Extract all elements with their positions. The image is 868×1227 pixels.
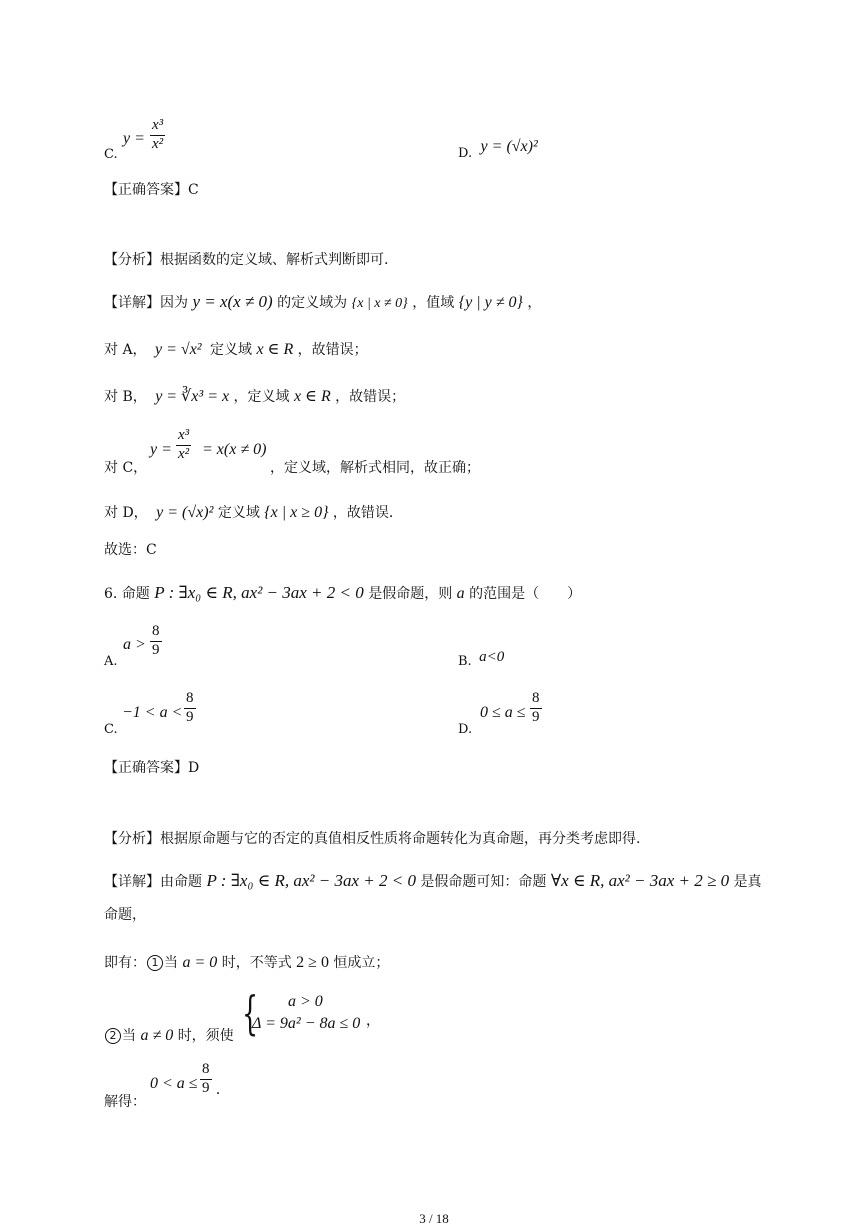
q6-detail-mid: 是假命题可知：命题 <box>420 874 547 890</box>
q5-check-c-numerator: x³ <box>176 428 191 446</box>
q5-detail-expr: y = x(x ≠ 0) <box>192 292 273 311</box>
q5-check-a-domain: x ∈ R <box>256 341 294 358</box>
q6-stem-end: 的范围是（ ） <box>469 586 582 602</box>
q5-option-c-denominator: x² <box>152 135 164 152</box>
q6-case1-text3: 恒成立； <box>333 955 390 971</box>
q6-answer: 【正确答案】D <box>104 760 200 776</box>
q6-option-a-denominator: 9 <box>152 641 160 658</box>
q6-option-b-label: B. <box>458 654 472 669</box>
q6-option-a-lhs: a > <box>123 636 146 653</box>
q6-detail-line2: 命题， <box>104 907 146 923</box>
q5-check-a-mid: 定义域 <box>210 342 253 358</box>
q6-option-c-numerator: 8 <box>184 691 196 709</box>
q6-case1-expr: a = 0 <box>182 954 218 971</box>
page-number: 3 / 18 <box>419 1211 449 1226</box>
q6-case1-text2: 时，不等式 <box>221 955 292 971</box>
q5-conclusion: 故选：C <box>104 542 157 558</box>
q6-case1 <box>104 955 389 971</box>
q5-detail-prefix: 【详解】因为 <box>104 295 188 311</box>
q5-check-d-expr: y = (√x)² <box>156 504 214 521</box>
q5-option-d-label: D. <box>458 146 473 161</box>
q6-stem-mid: 是假命题，则 <box>368 586 453 602</box>
circled-number-icon: 1 <box>147 955 163 971</box>
q5-detail-mid1: 的定义域为 <box>277 295 348 311</box>
q5-check-a-prefix: 对 A， <box>104 342 147 358</box>
left-brace-icon: { <box>242 986 259 1040</box>
q6-case1-ineq: 2 ≥ 0 <box>296 954 329 971</box>
circled-number-icon: 2 <box>105 1028 121 1044</box>
q5-check-d-prefix: 对 D， <box>104 505 148 521</box>
q5-check-a-expr: y = √x² <box>155 341 202 358</box>
q5-option-c-fraction <box>150 118 165 153</box>
q5-detail-set1: {x | x ≠ 0} <box>351 296 408 311</box>
q6-option-d-fraction <box>530 691 542 726</box>
q5-detail-mid2: ，值域 <box>412 295 455 311</box>
q6-solve-lhs: 0 < a ≤ <box>150 1075 198 1092</box>
q5-check-d <box>104 505 393 521</box>
q5-check-a <box>104 342 368 358</box>
q5-option-c-numerator: x³ <box>150 118 165 136</box>
q6-stem <box>104 584 581 602</box>
q6-option-c-fraction <box>184 691 196 726</box>
q6-case2-text2: 时，须使 <box>177 1028 234 1044</box>
q5-check-a-end: ，故错误； <box>297 342 368 358</box>
q6-case2-text1: 当 <box>122 1028 136 1044</box>
q6-detail-end: 是真 <box>733 874 762 890</box>
q5-option-d-expr: y = (√x)² <box>480 138 538 155</box>
q5-option-c-lhs: y = <box>123 130 145 147</box>
q6-case2-expr: a ≠ 0 <box>140 1027 174 1044</box>
q5-analysis: 【分析】根据函数的定义域、解析式判断即可. <box>104 252 389 268</box>
q5-check-c-rhs: = x(x ≠ 0) <box>202 441 267 458</box>
q5-check-b-domain: x ∈ R <box>294 388 331 405</box>
q6-option-d-numerator: 8 <box>530 691 542 709</box>
q6-stem-var: a <box>456 585 465 602</box>
q5-check-b-end: ，故错误； <box>335 389 406 405</box>
q5-answer: 【正确答案】C <box>104 182 199 198</box>
q6-detail-expr2: ∀x ∈ R, ax² − 3ax + 2 ≥ 0 <box>550 871 730 890</box>
q5-check-b-expr: y = ∛x³ = x <box>155 388 230 405</box>
q5-detail-end: ， <box>527 295 542 311</box>
q6-case2-system <box>242 986 442 1042</box>
q6-solve-numerator: 8 <box>200 1062 212 1080</box>
q6-case2 <box>104 986 464 1044</box>
q6-solve-fraction <box>200 1062 212 1097</box>
q5-check-c-denominator: x² <box>178 445 190 462</box>
q5-check-d-set: {x | x ≥ 0} <box>264 504 329 521</box>
q6-case2-sys-top: a > 0 <box>288 993 323 1010</box>
q6-option-c-denominator: 9 <box>186 708 194 725</box>
q6-option-a-fraction <box>150 624 162 659</box>
q6-option-d-lhs: 0 ≤ a ≤ <box>480 704 526 721</box>
q6-case2-sys-end: ， <box>366 1013 380 1029</box>
q6-solve-denominator: 9 <box>202 1079 210 1096</box>
q6-stem-expr: P : ∃x₀ ∈ R, ax² − 3ax + 2 < 0 <box>154 583 364 602</box>
q5-check-c-prefix: 对 C， <box>104 460 148 476</box>
q5-check-c <box>104 428 624 476</box>
q5-detail-set2: {y | y ≠ 0} <box>458 294 523 311</box>
q6-solve-prefix: 解得： <box>104 1094 146 1110</box>
q6-option-c-lhs: −1 < a < <box>122 704 183 721</box>
q6-case2-intro <box>104 1028 234 1044</box>
q6-solve-end: . <box>216 1081 220 1098</box>
q6-detail-prefix: 【详解】由命题 <box>104 874 202 890</box>
q6-case1-text1: 当 <box>164 955 178 971</box>
q5-option-d <box>458 139 538 160</box>
q6-option-d-label: D. <box>458 722 473 737</box>
q6-analysis: 【分析】根据原命题与它的否定的真值相反性质将命题转化为真命题，再分类考虑即得. <box>104 831 641 847</box>
q5-check-b-prefix: 对 B， <box>104 389 147 405</box>
q6-option-c-label: C. <box>104 722 118 737</box>
q6-case1-prefix: 即有： <box>104 955 146 971</box>
q6-detail-line <box>104 872 762 889</box>
q5-check-c-lhs: y = <box>150 441 172 458</box>
q5-check-d-end: ，故错误. <box>332 505 394 521</box>
q6-option-a-label: A. <box>104 654 118 669</box>
q5-option-c-label: C. <box>104 147 118 162</box>
q6-option-b-expr: a<0 <box>479 649 505 665</box>
q6-case2-sys-bottom: Δ = 9a² − 8a ≤ 0 <box>252 1015 361 1032</box>
q6-detail-expr1: P : ∃x₀ ∈ R, ax² − 3ax + 2 < 0 <box>206 871 416 890</box>
q6-stem-prefix: 6. 命题 <box>104 586 150 602</box>
q5-check-b-mid: ，定义域 <box>233 389 290 405</box>
q5-check-c-end: ，定义域，解析式相同，故正确； <box>270 460 480 476</box>
q5-check-d-mid: 定义域 <box>217 505 260 521</box>
q5-check-c-fraction <box>176 428 191 463</box>
q6-option-d-denominator: 9 <box>532 708 540 725</box>
q5-detail-line <box>104 293 541 311</box>
q6-option-a-numerator: 8 <box>150 624 162 642</box>
q5-check-b <box>104 389 405 405</box>
q6-option-b <box>458 650 504 668</box>
